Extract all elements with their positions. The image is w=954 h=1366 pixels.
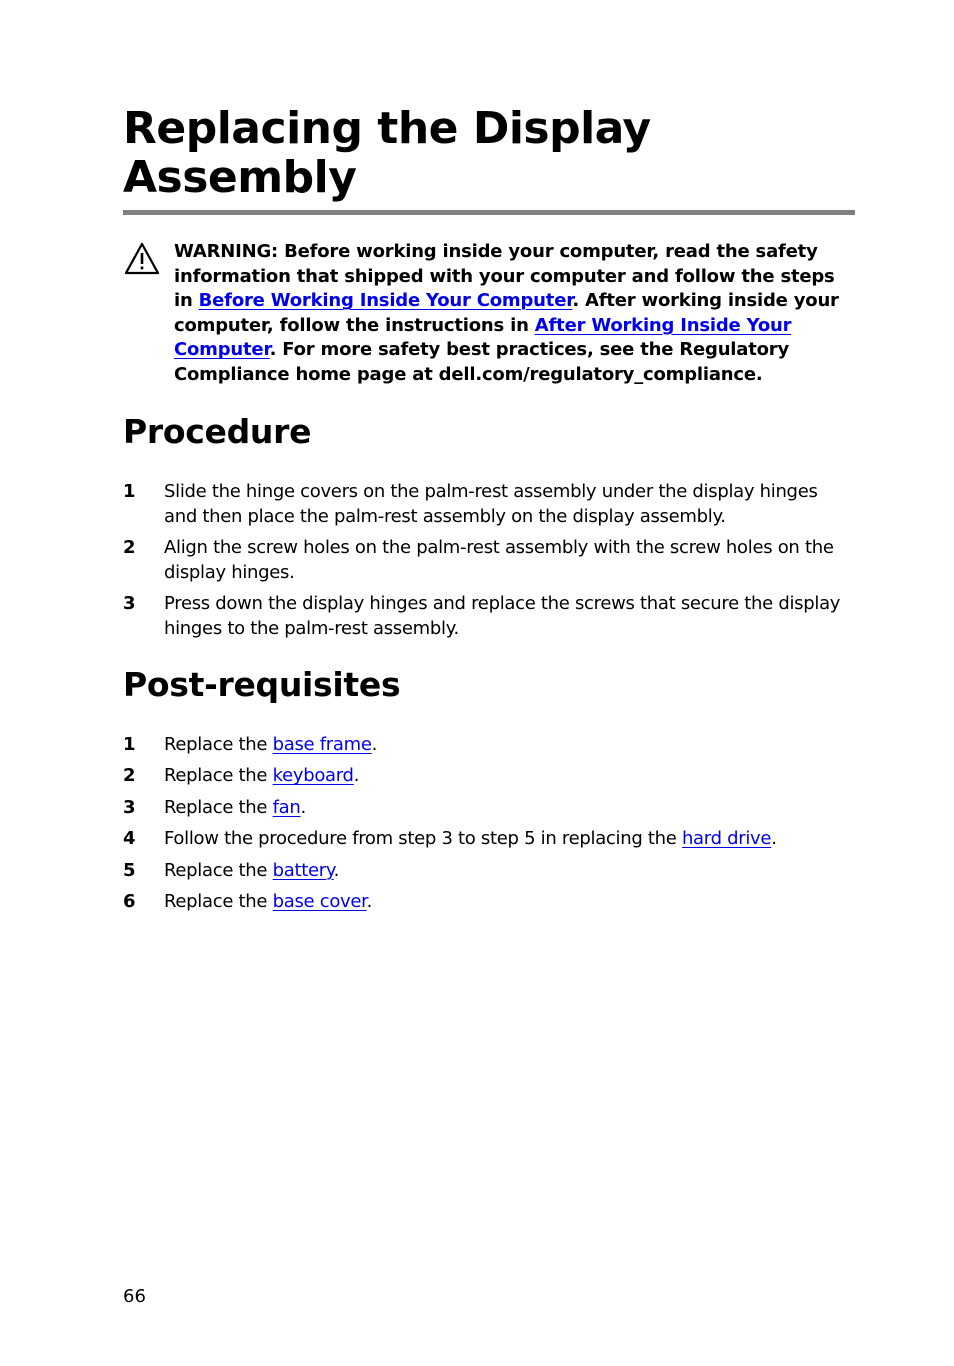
step-text: . (353, 765, 360, 787)
post-requisite-step (123, 733, 855, 758)
step-text: Replace the (164, 796, 273, 818)
after-working-inside-link[interactable]: After Working Inside Your Computer (174, 314, 792, 361)
procedure-step (123, 480, 855, 529)
step-text: Replace the (164, 859, 273, 881)
warning-text-part: . For more safety best practices, see the Regulatory Compliance home page at dell.com/regulatory_compliance. (174, 339, 790, 385)
step-number: 2 (123, 765, 136, 787)
step-number: 1 (123, 481, 136, 502)
step-number: 3 (123, 796, 136, 818)
page-number: 66 (123, 1286, 146, 1307)
step-text: . (366, 890, 373, 912)
post-requisite-step (123, 764, 855, 789)
keyboard-link[interactable]: keyboard (272, 765, 354, 787)
step-number: 3 (123, 592, 136, 614)
step-text: Press down the display hinges and replace the screws that secure the display hinges to the palm-rest assembly. (164, 592, 841, 639)
step-text: Follow the procedure from step 3 to step 5 in replacing the (164, 828, 682, 850)
post-requisites-list (123, 733, 855, 921)
before-working-inside-link[interactable]: Before Working Inside Your Computer (198, 290, 573, 312)
page-title: Replacing the Display Assembly (123, 103, 651, 203)
step-number: 2 (123, 536, 136, 558)
step-number: 4 (123, 828, 136, 850)
base-frame-link[interactable]: base frame (272, 734, 372, 755)
step-text: Replace the (164, 765, 273, 787)
post-requisite-step (123, 890, 855, 915)
post-requisite-step (123, 827, 855, 852)
step-text: . (333, 859, 340, 881)
procedure-list (123, 480, 855, 648)
step-number: 5 (123, 859, 136, 881)
post-requisite-step (123, 796, 855, 821)
warning-text-part: WARNING: Before working inside your computer, read the safety information that shipped with your computer and follow the steps in (174, 241, 835, 312)
step-text: . (300, 796, 306, 818)
procedure-heading: Procedure (123, 412, 312, 451)
warning-text-part: . After working inside your computer, follow the instructions in (174, 290, 839, 336)
hard-drive-link[interactable]: hard drive (681, 828, 772, 850)
step-number: 6 (123, 890, 136, 912)
title-rule (123, 210, 855, 215)
post-requisite-step (123, 859, 855, 884)
step-text: . (371, 734, 378, 755)
post-requisites-heading: Post-requisites (123, 665, 401, 704)
step-text: Replace the (164, 734, 273, 755)
step-text: Replace the (164, 890, 273, 912)
step-text: Align the screw holes on the palm-rest assembly with the screw holes on the display hinges. (164, 536, 834, 583)
fan-link[interactable]: fan (272, 796, 301, 818)
warning-text (174, 240, 854, 388)
step-text: Slide the hinge covers on the palm-rest assembly under the display hinges and then place the palm-rest assembly on the display assembly. (164, 481, 818, 527)
warning-triangle-icon (123, 241, 161, 277)
procedure-step (123, 536, 855, 585)
battery-link[interactable]: battery (272, 859, 334, 881)
step-text: . (771, 828, 777, 850)
procedure-step (123, 592, 855, 641)
step-number: 1 (123, 734, 136, 755)
base-cover-link[interactable]: base cover (272, 890, 367, 912)
